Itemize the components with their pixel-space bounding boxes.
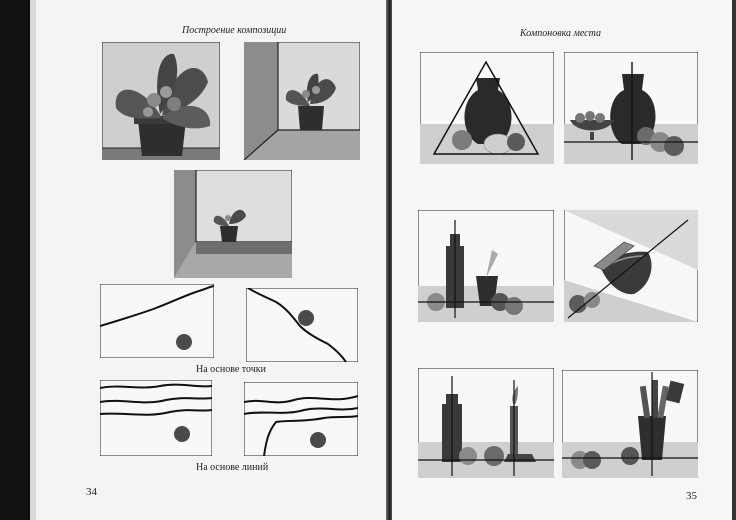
plant-composition-large: [102, 42, 220, 160]
still-life-bottle-candle: [418, 368, 554, 478]
right-page-heading: Компоновка места: [520, 28, 601, 39]
still-life-watermelon: [564, 210, 698, 322]
line-composition-1: [100, 380, 212, 456]
still-life-bottle-glass: [418, 210, 554, 322]
right-page-number: 35: [686, 490, 697, 502]
book-binding: [0, 0, 36, 520]
left-page: [36, 0, 388, 520]
page-edge: [732, 0, 736, 520]
caption-lines: На основе линий: [196, 462, 269, 473]
caption-point: На основе точки: [196, 364, 267, 375]
still-life-triangle: [420, 52, 554, 164]
point-composition-2: [246, 288, 358, 362]
right-page: [392, 0, 732, 520]
point-composition-1: [100, 284, 214, 358]
left-page-heading: Построение композиции: [182, 25, 287, 36]
still-life-vase-bowl: [564, 52, 698, 164]
plant-composition-corner: [244, 42, 360, 160]
plant-composition-small: [174, 170, 292, 278]
still-life-vase-stems: [562, 370, 698, 478]
left-page-number: 34: [86, 486, 97, 498]
line-composition-2: [244, 382, 358, 456]
